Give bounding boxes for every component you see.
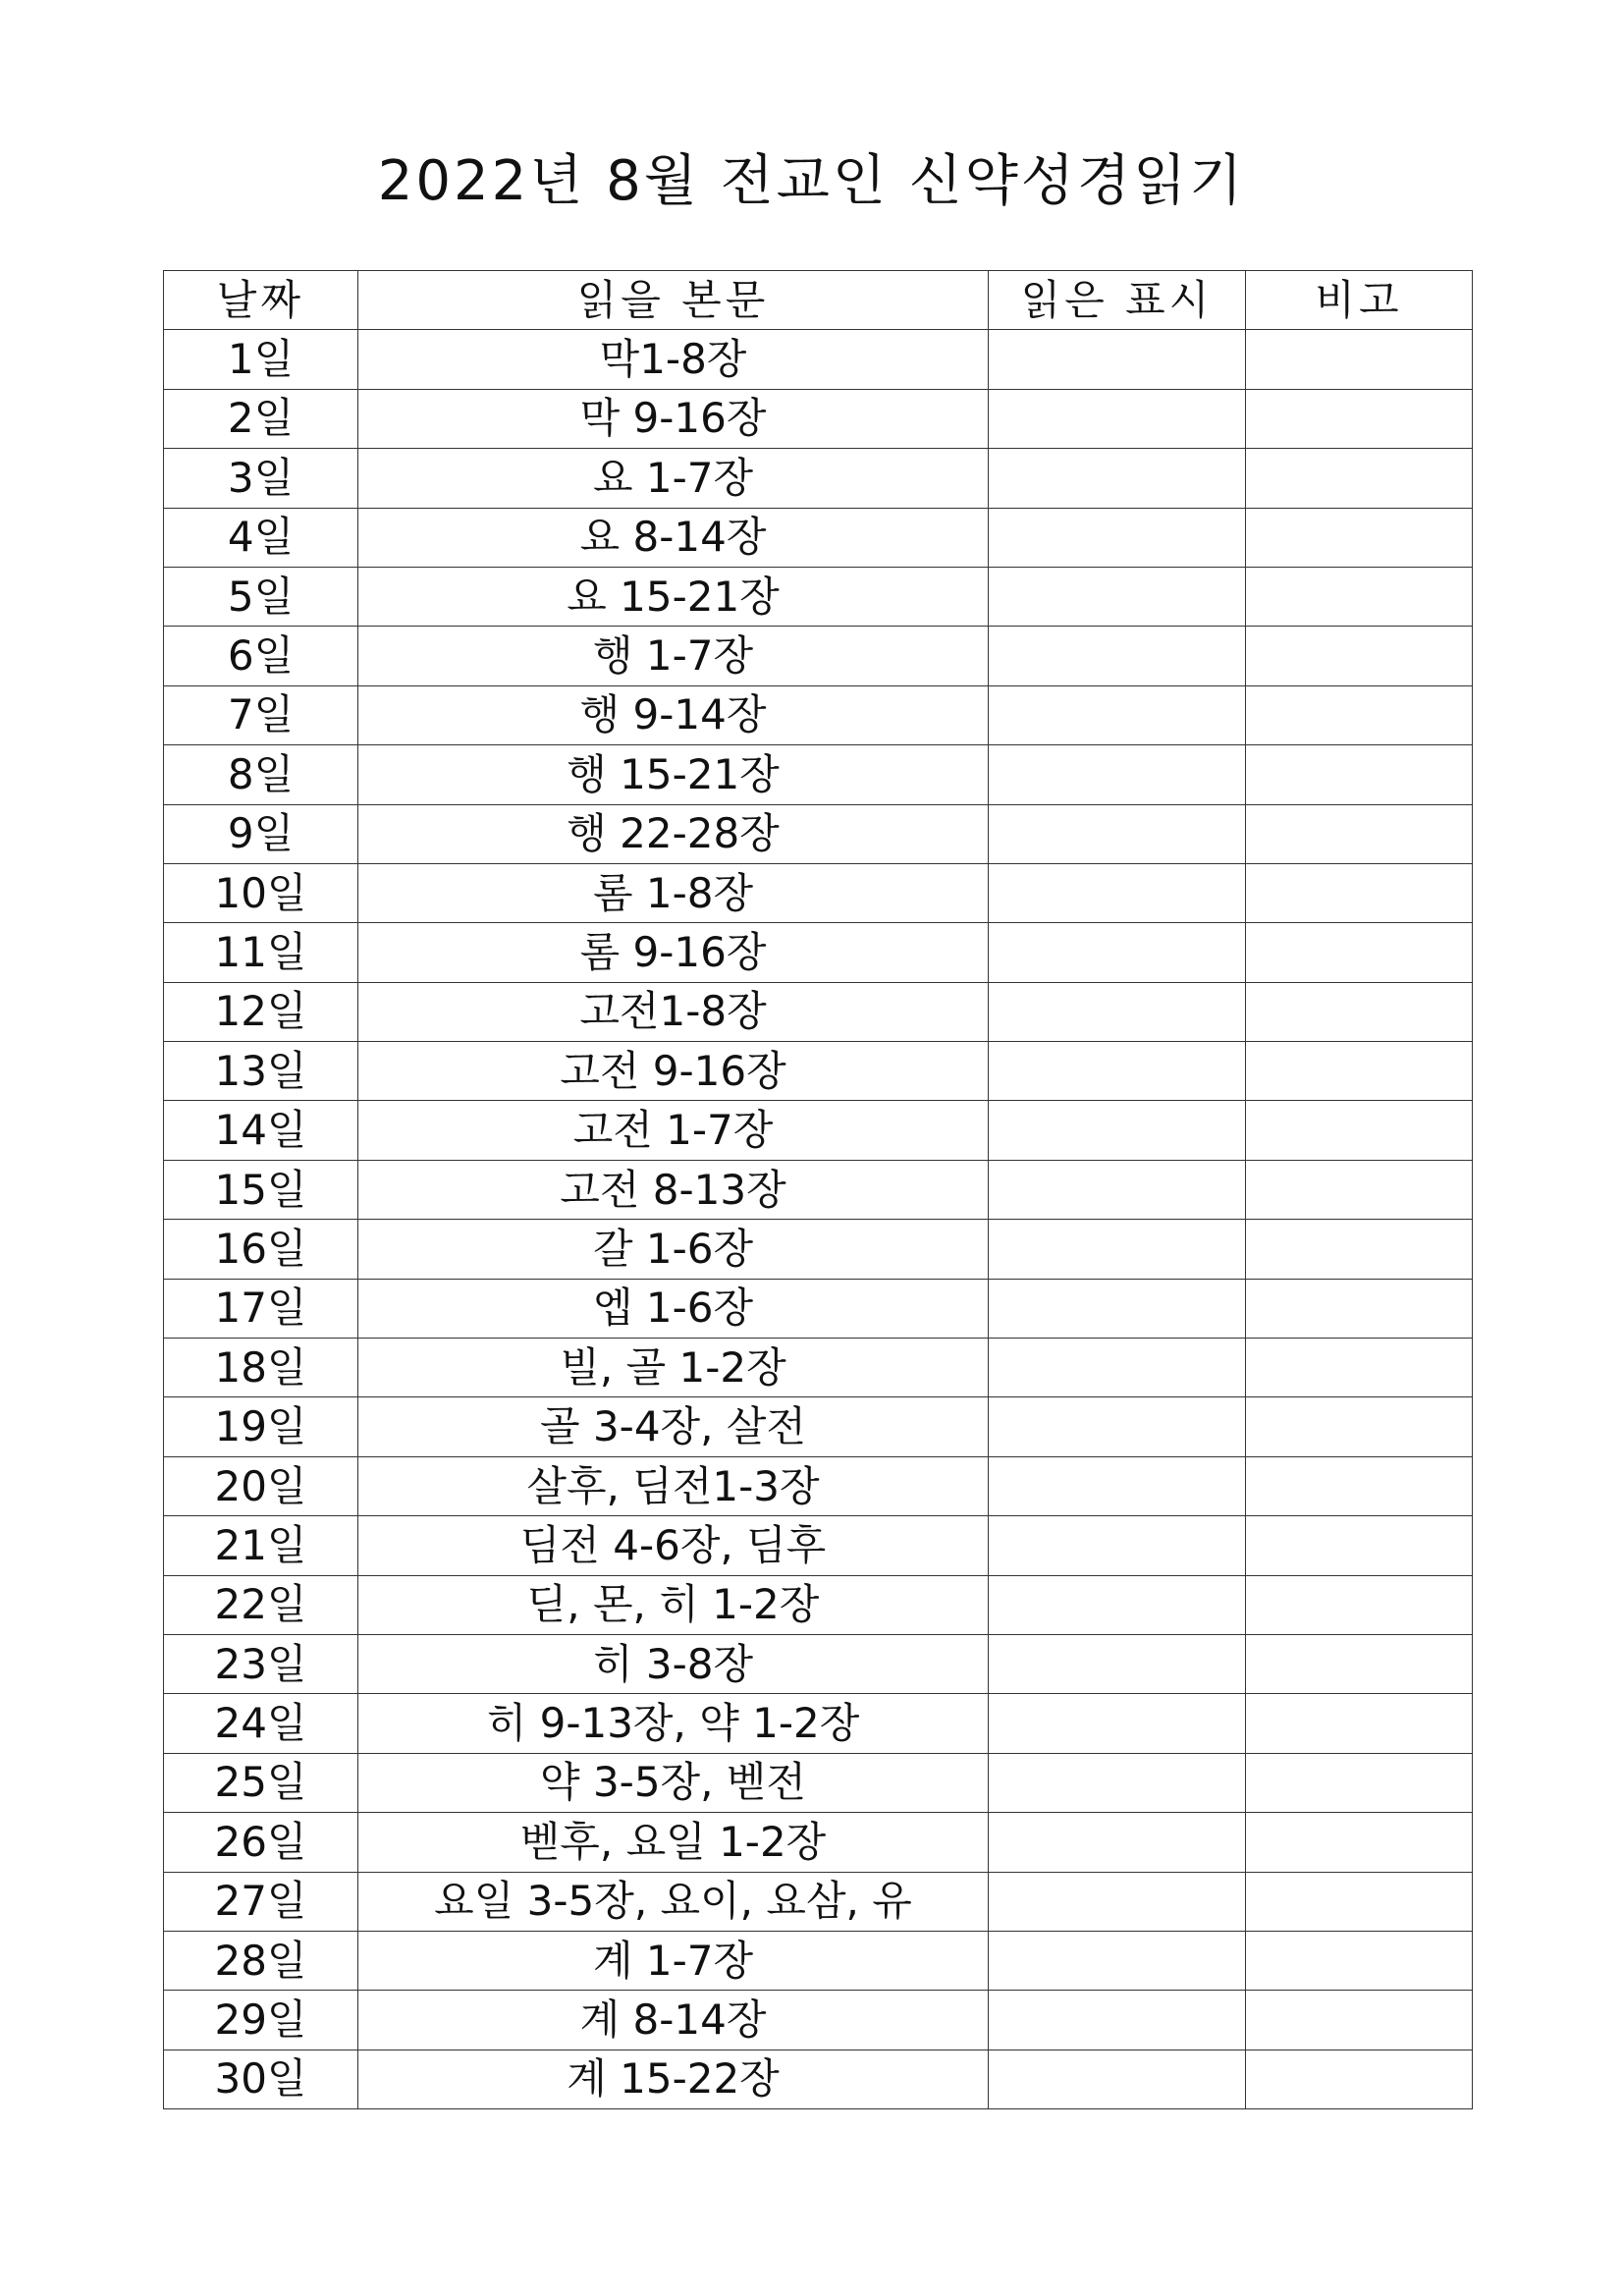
note-cell[interactable] [1246, 804, 1473, 863]
table-row [164, 923, 1473, 982]
date-cell: 20일 [164, 1456, 358, 1515]
read-mark-cell[interactable] [989, 330, 1246, 389]
reading-schedule-table [163, 270, 1473, 2109]
read-mark-cell[interactable] [989, 745, 1246, 804]
read-mark-cell[interactable] [989, 1101, 1246, 1160]
note-cell[interactable] [1246, 567, 1473, 626]
table-row [164, 1160, 1473, 1219]
header-passage: 읽을 본문 [358, 271, 989, 330]
passage-cell: 행 22-28장 [358, 804, 989, 863]
date-cell: 26일 [164, 1813, 358, 1872]
read-mark-cell[interactable] [989, 1456, 1246, 1515]
date-cell: 19일 [164, 1397, 358, 1456]
table-row [164, 1813, 1473, 1872]
header-date: 날짜 [164, 271, 358, 330]
read-mark-cell[interactable] [989, 1220, 1246, 1279]
table-row [164, 685, 1473, 744]
date-cell: 30일 [164, 2050, 358, 2108]
date-cell: 8일 [164, 745, 358, 804]
header-note: 비고 [1246, 271, 1473, 330]
note-cell[interactable] [1246, 449, 1473, 508]
table-row [164, 745, 1473, 804]
read-mark-cell[interactable] [989, 567, 1246, 626]
table-header-row [164, 271, 1473, 330]
date-cell: 12일 [164, 982, 358, 1041]
date-cell: 17일 [164, 1279, 358, 1338]
table-row [164, 1634, 1473, 1693]
passage-cell: 고전 9-16장 [358, 1042, 989, 1101]
date-cell: 24일 [164, 1694, 358, 1753]
note-cell[interactable] [1246, 1991, 1473, 2050]
table-row [164, 1101, 1473, 1160]
table-row [164, 1042, 1473, 1101]
date-cell: 16일 [164, 1220, 358, 1279]
read-mark-cell[interactable] [989, 1279, 1246, 1338]
table-row [164, 330, 1473, 389]
table-body [164, 330, 1473, 2109]
table-row [164, 1694, 1473, 1753]
passage-cell: 골 3-4장, 살전 [358, 1397, 989, 1456]
table-row [164, 389, 1473, 448]
table-row [164, 804, 1473, 863]
passage-cell: 계 1-7장 [358, 1931, 989, 1990]
passage-cell: 히 3-8장 [358, 1634, 989, 1693]
table-row [164, 2050, 1473, 2108]
read-mark-cell[interactable] [989, 923, 1246, 982]
passage-cell: 고전1-8장 [358, 982, 989, 1041]
read-mark-cell[interactable] [989, 1753, 1246, 1812]
note-cell[interactable] [1246, 1279, 1473, 1338]
passage-cell: 요 15-21장 [358, 567, 989, 626]
table-row [164, 1397, 1473, 1456]
note-cell[interactable] [1246, 745, 1473, 804]
read-mark-cell[interactable] [989, 1813, 1246, 1872]
passage-cell: 요일 3-5장, 요이, 요삼, 유 [358, 1872, 989, 1931]
passage-cell: 행 15-21장 [358, 745, 989, 804]
passage-cell: 딤전 4-6장, 딤후 [358, 1516, 989, 1575]
note-cell[interactable] [1246, 1872, 1473, 1931]
date-cell: 21일 [164, 1516, 358, 1575]
page-title: 2022년 8월 전교인 신약성경읽기 [377, 149, 1246, 213]
note-cell[interactable] [1246, 1753, 1473, 1812]
date-cell: 7일 [164, 685, 358, 744]
read-mark-cell[interactable] [989, 863, 1246, 922]
read-mark-cell[interactable] [989, 1694, 1246, 1753]
note-cell[interactable] [1246, 685, 1473, 744]
table-row [164, 863, 1473, 922]
note-cell[interactable] [1246, 627, 1473, 685]
date-cell: 27일 [164, 1872, 358, 1931]
note-cell[interactable] [1246, 1516, 1473, 1575]
passage-cell: 엡 1-6장 [358, 1279, 989, 1338]
table-row [164, 508, 1473, 567]
passage-cell: 요 1-7장 [358, 449, 989, 508]
read-mark-cell[interactable] [989, 1516, 1246, 1575]
date-cell: 23일 [164, 1634, 358, 1693]
date-cell: 28일 [164, 1931, 358, 1990]
read-mark-cell[interactable] [989, 449, 1246, 508]
read-mark-cell[interactable] [989, 1397, 1246, 1456]
passage-cell: 살후, 딤전1-3장 [358, 1456, 989, 1515]
date-cell: 22일 [164, 1575, 358, 1634]
table-row [164, 1575, 1473, 1634]
date-cell: 3일 [164, 449, 358, 508]
note-cell[interactable] [1246, 1101, 1473, 1160]
table-row [164, 1339, 1473, 1397]
date-cell: 14일 [164, 1101, 358, 1160]
header-read-mark: 읽은 표시 [989, 271, 1246, 330]
note-cell[interactable] [1246, 1220, 1473, 1279]
table-row [164, 1991, 1473, 2050]
date-cell: 11일 [164, 923, 358, 982]
passage-cell: 롬 1-8장 [358, 863, 989, 922]
note-cell[interactable] [1246, 1575, 1473, 1634]
passage-cell: 행 1-7장 [358, 627, 989, 685]
read-mark-cell[interactable] [989, 982, 1246, 1041]
date-cell: 4일 [164, 508, 358, 567]
read-mark-cell[interactable] [989, 2050, 1246, 2108]
read-mark-cell[interactable] [989, 1991, 1246, 2050]
passage-cell: 막1-8장 [358, 330, 989, 389]
passage-cell: 계 8-14장 [358, 1991, 989, 2050]
passage-cell: 갈 1-6장 [358, 1220, 989, 1279]
note-cell[interactable] [1246, 1456, 1473, 1515]
read-mark-cell[interactable] [989, 1931, 1246, 1990]
passage-cell: 벧후, 요일 1-2장 [358, 1813, 989, 1872]
note-cell[interactable] [1246, 508, 1473, 567]
read-mark-cell[interactable] [989, 1634, 1246, 1693]
table-row [164, 1516, 1473, 1575]
note-cell[interactable] [1246, 389, 1473, 448]
passage-cell: 딛, 몬, 히 1-2장 [358, 1575, 989, 1634]
table-row [164, 1872, 1473, 1931]
note-cell[interactable] [1246, 1042, 1473, 1101]
passage-cell: 빌, 골 1-2장 [358, 1339, 989, 1397]
note-cell[interactable] [1246, 863, 1473, 922]
note-cell[interactable] [1246, 330, 1473, 389]
date-cell: 15일 [164, 1160, 358, 1219]
note-cell[interactable] [1246, 1160, 1473, 1219]
note-cell[interactable] [1246, 1397, 1473, 1456]
passage-cell: 계 15-22장 [358, 2050, 989, 2108]
passage-cell: 막 9-16장 [358, 389, 989, 448]
note-cell[interactable] [1246, 1813, 1473, 1872]
note-cell[interactable] [1246, 923, 1473, 982]
note-cell[interactable] [1246, 1931, 1473, 1990]
read-mark-cell[interactable] [989, 1339, 1246, 1397]
read-mark-cell[interactable] [989, 1160, 1246, 1219]
passage-cell: 고전 8-13장 [358, 1160, 989, 1219]
table-row [164, 449, 1473, 508]
read-mark-cell[interactable] [989, 1575, 1246, 1634]
read-mark-cell[interactable] [989, 685, 1246, 744]
date-cell: 6일 [164, 627, 358, 685]
passage-cell: 롬 9-16장 [358, 923, 989, 982]
passage-cell: 고전 1-7장 [358, 1101, 989, 1160]
note-cell[interactable] [1246, 1339, 1473, 1397]
date-cell: 25일 [164, 1753, 358, 1812]
read-mark-cell[interactable] [989, 389, 1246, 448]
date-cell: 10일 [164, 863, 358, 922]
date-cell: 13일 [164, 1042, 358, 1101]
note-cell[interactable] [1246, 1634, 1473, 1693]
read-mark-cell[interactable] [989, 1042, 1246, 1101]
note-cell[interactable] [1246, 2050, 1473, 2108]
note-cell[interactable] [1246, 1694, 1473, 1753]
read-mark-cell[interactable] [989, 627, 1246, 685]
date-cell: 29일 [164, 1991, 358, 2050]
table-row [164, 1931, 1473, 1990]
table-row [164, 1456, 1473, 1515]
table-row [164, 1279, 1473, 1338]
table-row [164, 982, 1473, 1041]
note-cell[interactable] [1246, 982, 1473, 1041]
passage-cell: 히 9-13장, 약 1-2장 [358, 1694, 989, 1753]
date-cell: 9일 [164, 804, 358, 863]
date-cell: 18일 [164, 1339, 358, 1397]
read-mark-cell[interactable] [989, 508, 1246, 567]
passage-cell: 약 3-5장, 벧전 [358, 1753, 989, 1812]
table-row [164, 627, 1473, 685]
passage-cell: 요 8-14장 [358, 508, 989, 567]
read-mark-cell[interactable] [989, 804, 1246, 863]
read-mark-cell[interactable] [989, 1872, 1246, 1931]
table-row [164, 1220, 1473, 1279]
date-cell: 5일 [164, 567, 358, 626]
passage-cell: 행 9-14장 [358, 685, 989, 744]
date-cell: 1일 [164, 330, 358, 389]
date-cell: 2일 [164, 389, 358, 448]
table-row [164, 567, 1473, 626]
table-row [164, 1753, 1473, 1812]
